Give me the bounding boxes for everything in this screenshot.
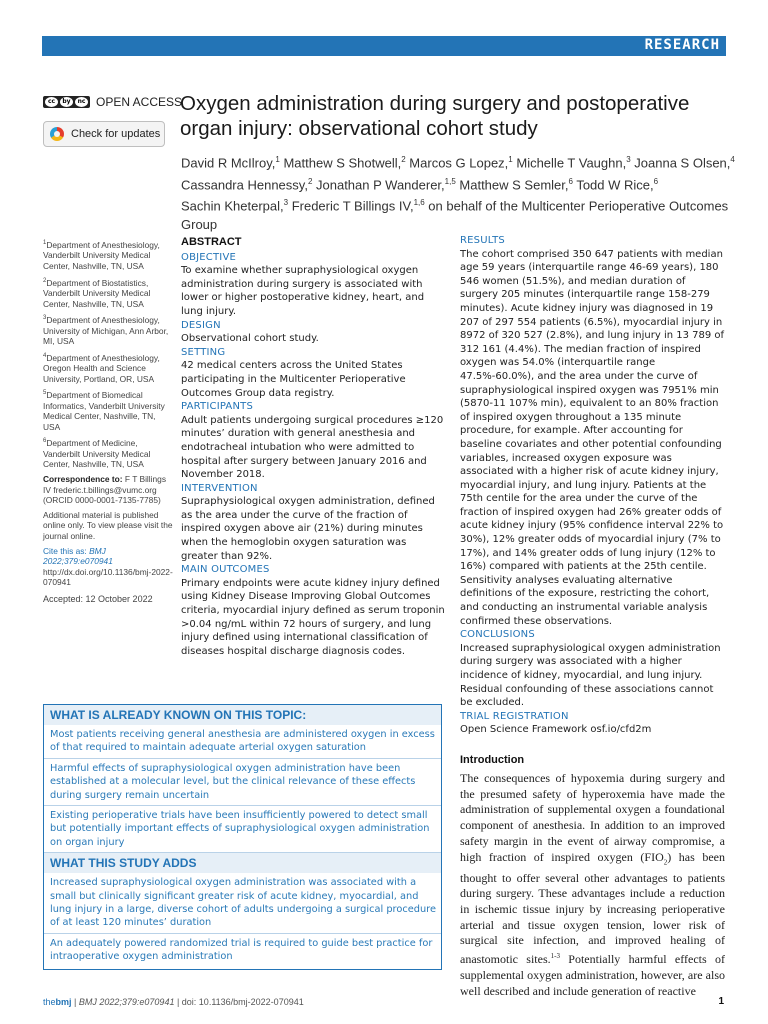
open-access-badge[interactable] xyxy=(43,95,182,109)
author[interactable]: Cassandra Hennessy, xyxy=(181,177,308,193)
author-affil-ref: 3 xyxy=(283,198,289,208)
known-item: Harmful effects of supraphysiological oxygen administration have been established at a molecular level, but the clinical relevance of these effects during surgery remain uncertain xyxy=(44,759,441,806)
known-heading: WHAT IS ALREADY KNOWN ON THIS TOPIC: xyxy=(44,705,441,725)
intervention-heading: INTERVENTION xyxy=(181,482,258,494)
author-affil-ref: 3 xyxy=(626,155,631,164)
results-heading: RESULTS xyxy=(460,235,505,246)
affiliation: $^3$Department of Anesthesiology, University of Michigan, Ann Arbor, MI, USA xyxy=(43,314,169,347)
additional-material-note: Additional material is published online only. To view please visit the journal online. xyxy=(43,509,173,542)
author[interactable]: Matthew S Shotwell, xyxy=(279,155,402,171)
affiliations-sidebar xyxy=(43,238,173,609)
objective-text: To examine whether supraphysiological oxygen administration during surgery is associated with lower or higher postoperative kidney, heart, and lung injury. xyxy=(181,265,425,317)
author-affil-ref: 4 xyxy=(730,155,735,164)
affiliation: $^5$Department of Biomedical Informatics, Vanderbilt University Medical Center, Nashville, TN, USA xyxy=(43,390,165,432)
cc-icon: cc xyxy=(45,97,58,107)
section-banner xyxy=(42,36,726,56)
objective-heading: OBJECTIVE xyxy=(181,251,236,263)
citation[interactable]: Cite this as: BMJ 2022;379:e070941 http://dx.doi.org/10.1136/bmj-2022-070941 xyxy=(43,545,173,588)
author-affil-ref: 1,6 xyxy=(413,198,425,208)
nc-icon: nc xyxy=(75,97,88,107)
adds-item: Increased supraphysiological oxygen administration was associated with a small but clinically significant greater risk of acute kidney, myocardial, and lung injury in a large, diverse cohort of adults undergoing a surgical procedure of at least 120 minutes’ duration xyxy=(44,873,441,934)
footer-citation: BMJ 2022;379:e070941 xyxy=(78,997,175,1007)
author-affil-ref: 1 xyxy=(508,155,513,164)
main-outcomes-heading: MAIN OUTCOMES xyxy=(181,564,270,576)
adds-item: An adequately powered randomized trial is required to guide best practice for intraoperative oxygen administration xyxy=(50,937,433,963)
doi-link[interactable]: http://dx.doi.org/10.1136/bmj-2022-070941 xyxy=(43,566,173,588)
affiliation: $^6$Department of Medicine, Vanderbilt University Medical Center, Nashville, TN, USA xyxy=(43,438,151,470)
creative-commons-icon xyxy=(43,96,90,108)
author[interactable]: David R McIlroy, xyxy=(181,155,276,171)
design-text: Observational cohort study. xyxy=(181,333,319,345)
author-affil-ref: 2 xyxy=(307,176,313,186)
author-affil-ref: 6 xyxy=(568,176,573,186)
author[interactable]: Michelle T Vaughn, xyxy=(512,155,627,171)
footer-doi[interactable]: | doi: 10.1136/bmj-2022-070941 xyxy=(174,997,304,1007)
affiliation: $^1$Department of Anesthesiology, Vanderbilt University Medical Center, Nashville, TN, USA xyxy=(43,239,160,271)
introduction-text: The consequences of hypoxemia during surgery and the presumed safety of hyperoxemia have made the administration of supplemental oxygen a foundational component of anesthesia. In addition to an improved safety margin in the event of airway compromise, a high fraction of inspired oxygen $(FIO_2)$ has been thought to offer several other advantages to patients during surgery. These advantages include a reduction in ischemic tissue injury by increasing perioperative arterial and tissue oxygen tension, lower risk of surgical site infection, and improved healing of anastomotic sites.$^{1-3}$ Potentially harmful effects of supplemental oxygen administration, however, are also well described and include generation of reactive xyxy=(460,771,725,998)
authors-group: on behalf of the Multicenter Perioperative Outcomes Group xyxy=(181,198,729,233)
bmj-logo: thebmj xyxy=(43,997,72,1007)
page-footer: thebmj | BMJ 2022;379:e070941 | doi: 10.1136/bmj-2022-070941 xyxy=(43,997,304,1007)
setting-heading: SETTING xyxy=(181,346,226,358)
author-affil-ref: 6 xyxy=(653,176,659,186)
known-item: Most patients receiving general anesthesia are administered oxygen in excess of that required to maintain adequate arterial oxygen saturation xyxy=(44,725,441,759)
results-text: The cohort comprised 350 647 patients with median age 59 years (interquartile range 46-69 years), 180 546 women (51.5%), and median duration of surgery 205 minutes (interquartile range 158-279 minutes). Acute kidney injury was diagnosed in 19 207 of 297 554 patients (6.5%), myocardial injury in 8972 of 320 527 (2.8%), and lung injury in 13 789 of 312 161 (4.4%). The median fraction of inspired oxygen was 54.0% (interquartile range 47.5%-60.0%), and the area under the curve of supraphysiological inspired oxygen was 7951% min (5870-11 107% min), equivalent to an 80% fraction of inspired oxygen throughout a 135 minute procedure, for example. After accounting for baseline covariates and other potential confounding variables, increased oxygen exposure was associated with a higher risk of acute kidney injury, myocardial injury, and lung injury. Patients at the 75th centile for the area under the curve of the fraction of inspired oxygen had 26% greater odds of acute kidney injury (95% confidence interval 22% to 30%), 12% greater odds of myocardial injury (7% to 17%), and 14% greater odds of lung injury (12% to 16%) compared with patients at the 25th centile. Sensitivity analyses evaluating alternative definitions of the exposure, restricting the cohort, and conducting an instrumental variable analysis confirmed these observations. xyxy=(460,248,725,627)
author[interactable]: Marcos G Lopez, xyxy=(405,155,509,171)
registration-text[interactable]: Open Science Framework osf.io/cfd2m xyxy=(460,724,652,736)
affiliation: $^4$Department of Anesthesiology, Oregon Health and Science University, Portland, OR, USA xyxy=(43,352,160,384)
abstract-left-column xyxy=(181,236,446,658)
conclusions-text: Increased supraphysiological oxygen administration during surgery was associated with a higher incidence of kidney, myocardial, and lung injury. Residual confounding of these associations cannot be excluded. xyxy=(460,642,721,709)
introduction-heading: Introduction xyxy=(460,754,525,766)
author[interactable]: Jonathan P Wanderer, xyxy=(312,177,445,193)
intervention-text: Supraphysiological oxygen administration, defined as the area under the curve of the fraction of inspired oxygen above air (21%) during minutes when the hemoglobin oxygen saturation was greater than 92%. xyxy=(181,496,435,562)
design-heading: DESIGN xyxy=(181,319,221,331)
author[interactable]: Sachin Kheterpal, xyxy=(181,198,284,214)
adds-heading: WHAT THIS STUDY ADDS xyxy=(44,853,441,873)
summary-box xyxy=(43,704,442,970)
author[interactable]: Joanna S Olsen, xyxy=(630,155,731,171)
author-affil-ref: 1,5 xyxy=(444,176,456,186)
article-title: Oxygen administration during surgery and postoperative organ injury: observational cohort study xyxy=(180,92,690,140)
abstract-heading: ABSTRACT xyxy=(181,236,242,248)
correspondence[interactable]: Correspondence to: F T Billings IV frederic.t.billings@vumc.org (ORCID 0000-0001-7135-7785) xyxy=(43,474,167,506)
abstract-right-column xyxy=(460,234,726,737)
author[interactable]: Todd W Rice, xyxy=(572,177,654,193)
affiliation: $^2$Department of Biostatistics, Vanderbilt University Medical Center, Nashville, TN, USA xyxy=(43,277,151,309)
known-item: Existing perioperative trials have been insufficiently powered to detect small but potentially important effects of supraphysiological oxygen administration on organ injury xyxy=(44,806,441,853)
author-affil-ref: 2 xyxy=(401,155,406,164)
section-label: RESEARCH xyxy=(644,37,720,53)
participants-heading: PARTICIPANTS xyxy=(181,401,254,413)
registration-heading: TRIAL REGISTRATION xyxy=(460,710,569,722)
author[interactable]: Frederic T Billings IV, xyxy=(288,198,414,214)
accepted-date: Accepted: 12 October 2022 xyxy=(43,594,153,604)
author[interactable]: Matthew S Semler, xyxy=(455,177,569,193)
crossmark-icon xyxy=(50,127,64,141)
main-outcomes-text: Primary endpoints were acute kidney injury defined using Kidney Disease Improving Global Outcomes criteria, myocardial injury defined as serum troponin >0.04 ng/mL within 72 hours of surgery, and lung injury defined using international classification of diseases hospital discharge diagnosis codes. xyxy=(181,577,445,657)
check-for-updates-button[interactable] xyxy=(43,121,165,147)
participants-text: Adult patients undergoing surgical procedures ≥120 minutes’ duration with general anesthesia and endotracheal intubation who were admitted to hospital after surgery between January 2016 and November 2018. xyxy=(181,414,444,481)
page-number: 1 xyxy=(718,996,724,1007)
author-affil-ref: 1 xyxy=(275,155,280,164)
setting-text: 42 medical centers across the United States participating in the Multicenter Perioperative Outcomes Group data registry. xyxy=(181,360,406,399)
reference-link[interactable]: 1-3 xyxy=(550,952,560,961)
by-icon: by xyxy=(60,97,73,107)
check-updates-label: Check for updates xyxy=(71,128,161,140)
author-list xyxy=(181,151,741,235)
open-access-label: OPEN ACCESS xyxy=(96,95,183,109)
conclusions-heading: CONCLUSIONS xyxy=(460,629,535,641)
